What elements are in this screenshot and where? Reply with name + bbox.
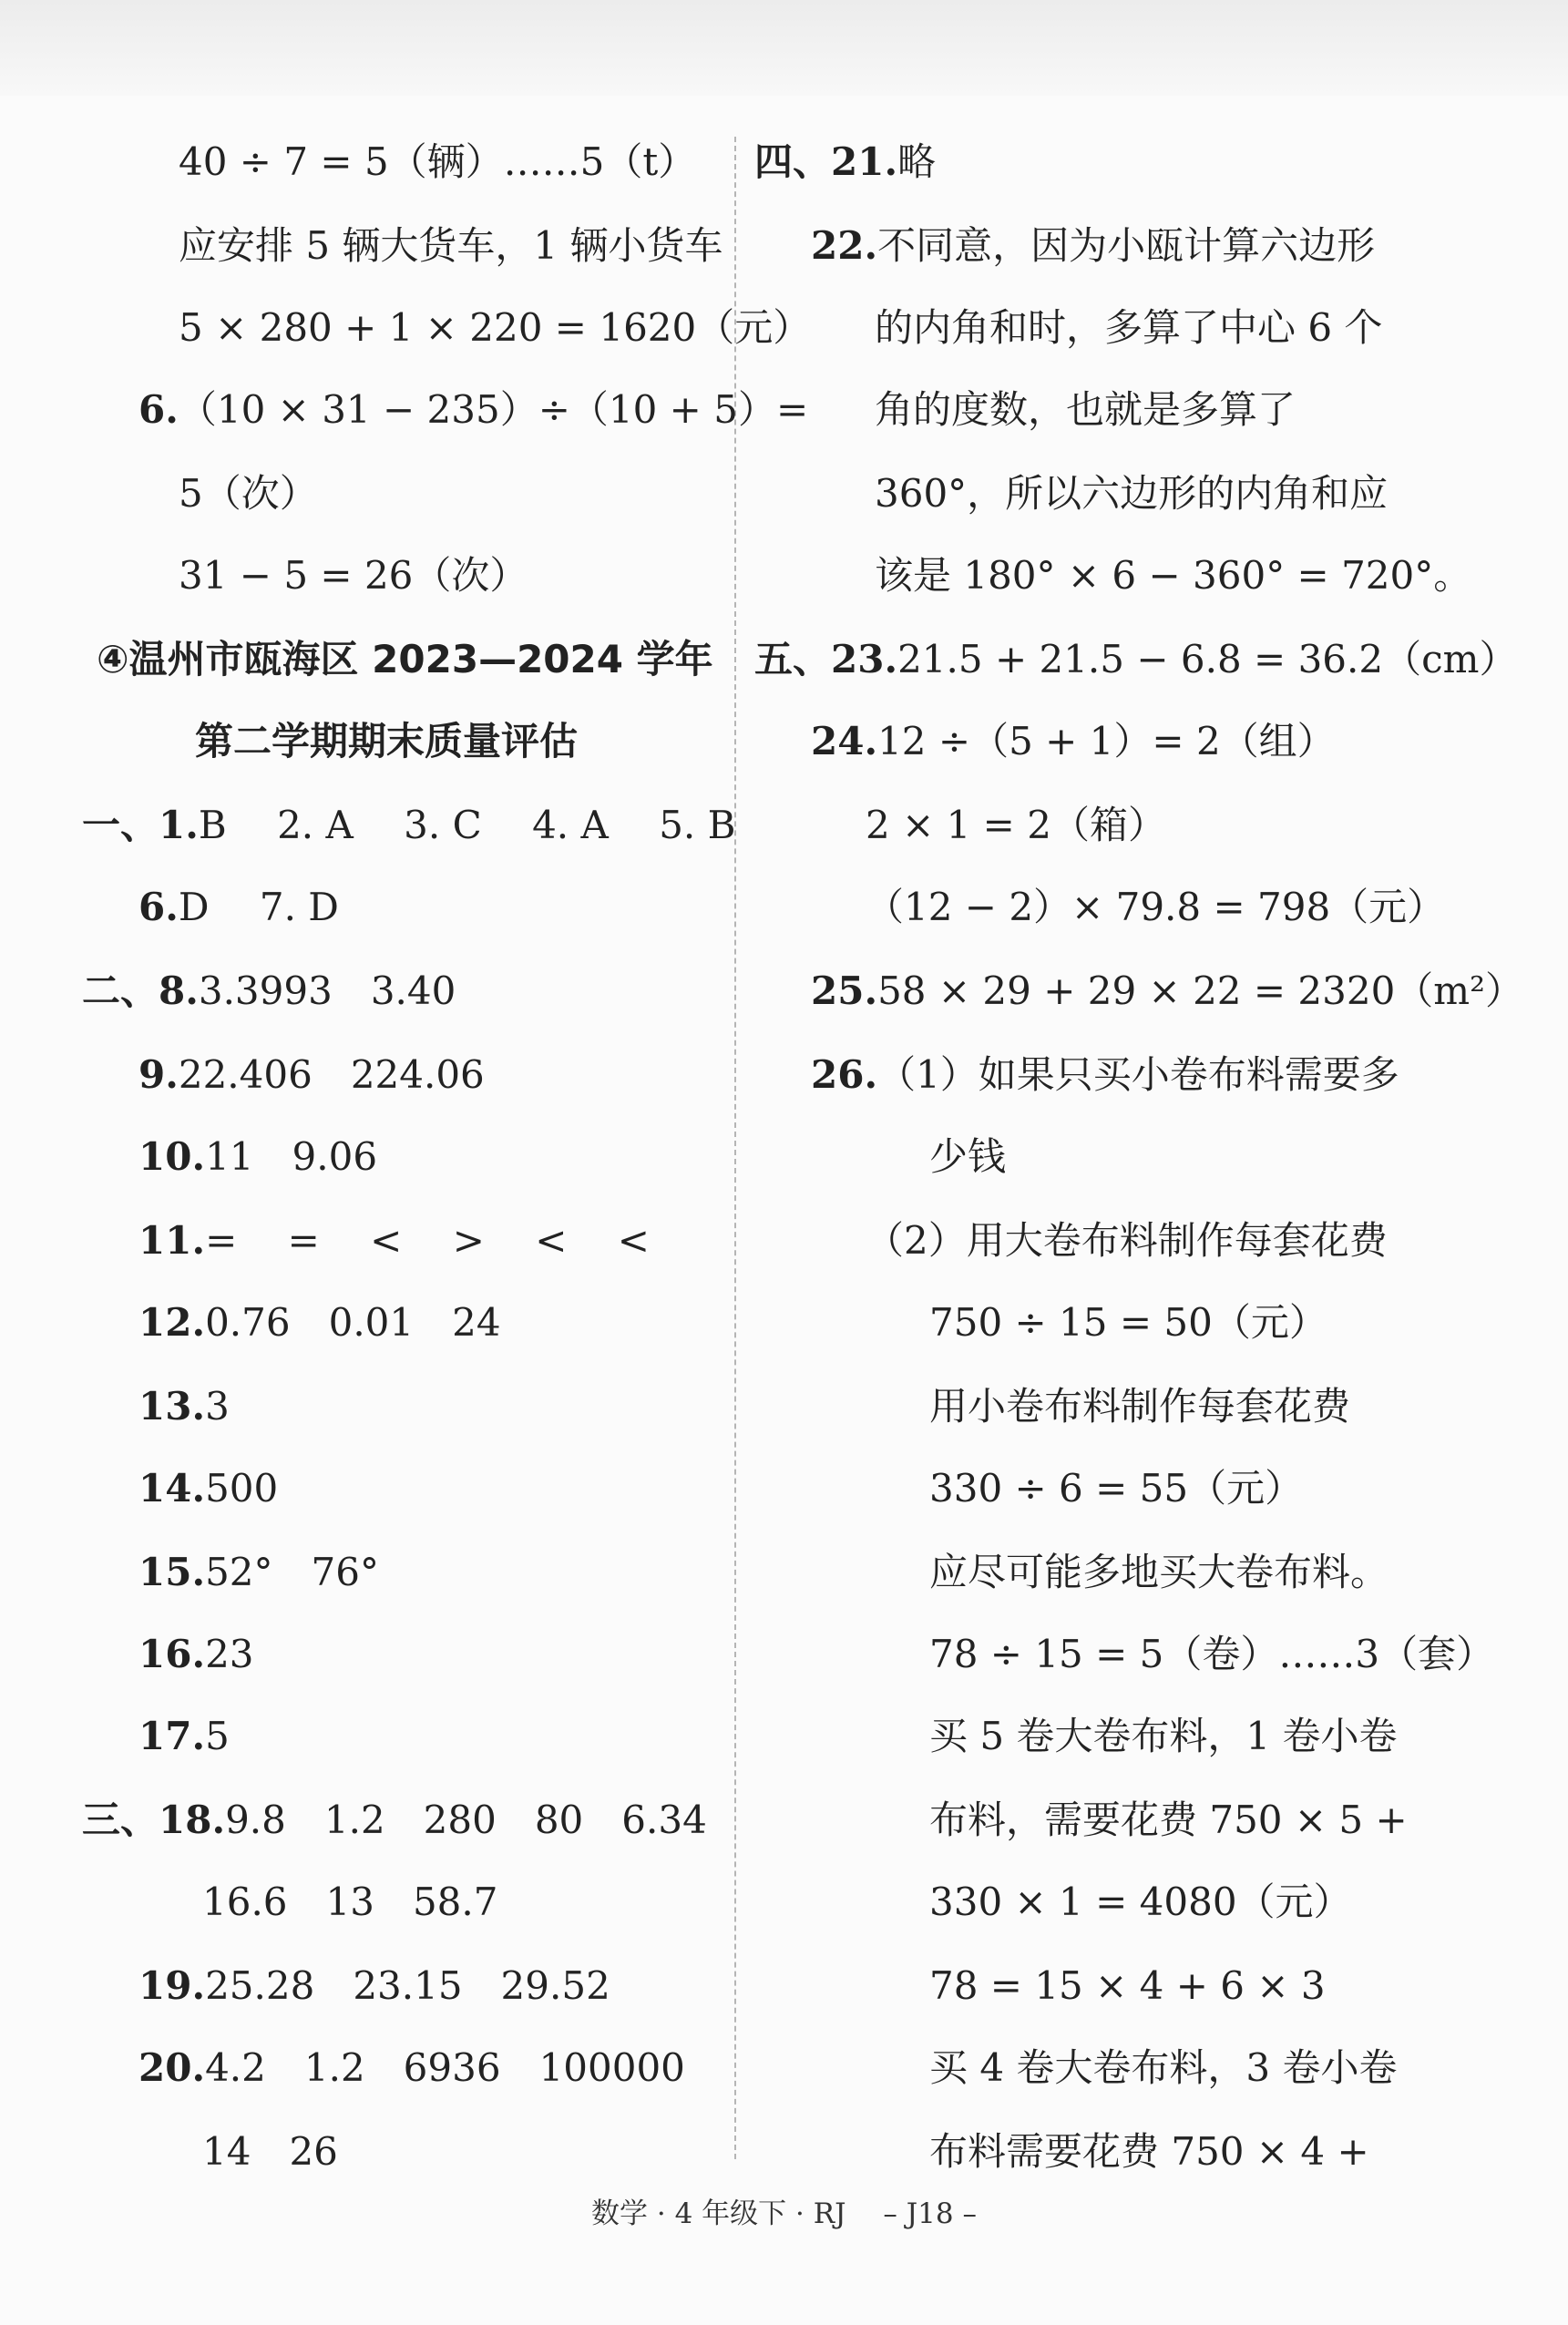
answer-text: 少钱 (929, 1134, 1007, 1179)
right-answer-line (875, 548, 1471, 603)
question-number: 26. (811, 1052, 878, 1097)
question-number: 五、23. (754, 637, 898, 681)
question-number: 10. (138, 1134, 206, 1179)
answer-text: 78 ÷ 15 = 5（卷）……3（套） (929, 1632, 1495, 1676)
column-divider (734, 137, 736, 2159)
answer-text: 应安排 5 辆大货车，1 辆小货车 (179, 223, 723, 268)
answer-text: 78 = 15 × 4 + 6 × 3 (929, 1963, 1326, 2008)
scan-top-band (0, 0, 1568, 96)
answer-text: 330 × 1 = 4080（元） (929, 1879, 1352, 1924)
question-number: 三、18. (82, 1798, 226, 1842)
right-answer-line (929, 1959, 1326, 2013)
question-number: 25. (811, 968, 878, 1013)
left-answer-line (138, 1048, 485, 1102)
question-number: 22. (811, 223, 878, 268)
answer-text: 12 ÷（5 + 1）= 2（组） (877, 719, 1336, 763)
answer-text: 4.2 1.2 6936 100000 (205, 2045, 685, 2090)
answer-text: 22.406 224.06 (178, 1052, 485, 1097)
answer-text: 750 ÷ 15 = 50（元） (929, 1300, 1327, 1345)
answer-text: 5 (205, 1714, 230, 1758)
right-answer-line (929, 2041, 1398, 2095)
left-answer-line (138, 1130, 377, 1184)
answer-text: D 7. D (178, 885, 339, 929)
answer-text: 该是 180° × 6 − 360° = 720°。 (875, 553, 1472, 598)
answer-text: 的内角和时，多算了中心 6 个 (875, 305, 1383, 350)
question-number: 20. (138, 2045, 206, 2090)
answer-text: ④温州市瓯海区 2023—2024 学年 (97, 637, 713, 681)
left-answer-line (138, 1379, 230, 1434)
right-answer-line (929, 1130, 1006, 1184)
left-answer-line (82, 798, 735, 853)
answer-text: 买 4 卷大卷布料，3 卷小卷 (929, 2045, 1398, 2090)
question-number: 四、21. (754, 139, 898, 184)
left-answer-line (138, 383, 808, 437)
question-number: 二、8. (82, 968, 199, 1013)
right-answer-line (811, 219, 1375, 273)
answer-text: （2）用大卷布料制作每套花费 (866, 1218, 1388, 1263)
left-answer-line (202, 2125, 338, 2179)
question-number: 11. (138, 1218, 206, 1263)
right-answer-line (929, 1627, 1494, 1682)
answer-text: 布料需要花费 750 × 4 + (929, 2129, 1369, 2174)
question-number: 6. (138, 387, 179, 432)
answer-text: 3 (205, 1384, 230, 1429)
answer-text: 21.5 + 21.5 − 6.8 = 36.2（cm） (897, 637, 1518, 681)
answer-text: 52° 76° (205, 1550, 379, 1594)
right-answer-line (811, 1048, 1399, 1102)
answer-text: 买 5 卷大卷布料，1 卷小卷 (929, 1714, 1398, 1758)
right-answer-line (754, 135, 936, 189)
answer-text: 应尽可能多地买大卷布料。 (929, 1550, 1389, 1594)
answer-text: 31 − 5 = 26（次） (179, 553, 528, 598)
question-number: 6. (138, 885, 179, 929)
right-answer-line (866, 798, 1166, 853)
answer-text: 5（次） (179, 471, 318, 516)
left-answer-line (179, 135, 696, 189)
answer-text: 9.8 1.2 280 80 6.34 (225, 1798, 707, 1842)
answer-text: 11 9.06 (205, 1134, 378, 1179)
left-answer-line (179, 548, 528, 603)
answer-text: 500 (205, 1466, 279, 1511)
answer-text: 3.3993 3.40 (198, 968, 456, 1013)
right-answer-line (929, 1793, 1408, 1848)
answer-text: 0.76 0.01 24 (205, 1300, 501, 1345)
question-number: 9. (138, 1052, 179, 1097)
question-number: 16. (138, 1632, 206, 1676)
question-number: 17. (138, 1714, 206, 1758)
answer-text: 布料，需要花费 750 × 5 + (929, 1798, 1408, 1842)
question-number: 14. (138, 1466, 206, 1511)
left-answer-line (138, 880, 339, 935)
right-answer-line (929, 1709, 1398, 1764)
right-answer-line (929, 1296, 1327, 1350)
right-answer-line (866, 880, 1445, 935)
answer-text: 58 × 29 + 29 × 22 = 2320（m²） (877, 968, 1523, 1013)
left-answer-line (138, 1296, 501, 1350)
question-number: 12. (138, 1300, 206, 1345)
left-answer-line (138, 1214, 650, 1268)
question-number: 13. (138, 1384, 206, 1429)
right-answer-line (866, 1214, 1388, 1268)
answer-text: （1）如果只买小卷布料需要多 (877, 1052, 1399, 1097)
answer-text: 不同意，因为小瓯计算六边形 (877, 223, 1376, 268)
right-answer-line (929, 1461, 1303, 1516)
left-answer-line (138, 1959, 610, 2013)
left-answer-line (97, 632, 713, 687)
left-answer-line (179, 219, 723, 273)
left-answer-line (138, 1709, 230, 1764)
right-answer-line (811, 964, 1523, 1019)
page-footer: 数学 · 4 年级下 · RJ – J18 – (591, 2197, 977, 2230)
right-answer-line (929, 1379, 1350, 1434)
left-answer-line (82, 964, 456, 1019)
right-answer-line (929, 1875, 1352, 1930)
right-answer-line (875, 301, 1382, 355)
right-answer-line (929, 1545, 1389, 1600)
answer-text: 25.28 23.15 29.52 (205, 1963, 610, 2008)
answer-text: = = < > < < (205, 1218, 650, 1263)
answer-text: 用小卷布料制作每套花费 (929, 1384, 1351, 1429)
answer-text: 23 (205, 1632, 254, 1676)
right-answer-line (875, 466, 1388, 521)
answer-text: 360°，所以六边形的内角和应 (875, 471, 1389, 516)
left-answer-line (179, 466, 318, 521)
answer-text: 角的度数，也就是多算了 (875, 387, 1296, 432)
question-number: 15. (138, 1550, 206, 1594)
answer-text: B 2. A 3. C 4. A 5. B (198, 803, 736, 847)
left-answer-line (138, 1627, 254, 1682)
right-answer-line (811, 714, 1336, 769)
left-answer-line (138, 1545, 379, 1600)
left-answer-line (138, 2041, 685, 2095)
left-answer-line (195, 714, 578, 769)
right-answer-line (754, 632, 1517, 687)
left-answer-line (202, 1875, 497, 1930)
answer-text: 第二学期期末质量评估 (195, 719, 579, 763)
answer-text: 16.6 13 58.7 (202, 1879, 498, 1924)
answer-text: （12 − 2）× 79.8 = 798（元） (866, 885, 1446, 929)
left-answer-line (179, 301, 811, 355)
answer-text: 14 26 (202, 2129, 338, 2174)
answer-text: （10 × 31 − 235）÷（10 + 5）= (178, 387, 809, 432)
left-answer-line (82, 1793, 707, 1848)
answer-text: 5 × 280 + 1 × 220 = 1620（元） (179, 305, 812, 350)
question-number: 一、1. (82, 803, 199, 847)
answer-text: 330 ÷ 6 = 55（元） (929, 1466, 1304, 1511)
answer-text: 略 (897, 139, 937, 184)
left-answer-line (138, 1461, 278, 1516)
right-answer-line (929, 2125, 1369, 2179)
question-number: 19. (138, 1963, 206, 2008)
answer-text: 2 × 1 = 2（箱） (866, 803, 1166, 847)
question-number: 24. (811, 719, 878, 763)
answer-text: 40 ÷ 7 = 5（辆）……5（t） (179, 139, 697, 184)
right-answer-line (875, 383, 1296, 437)
